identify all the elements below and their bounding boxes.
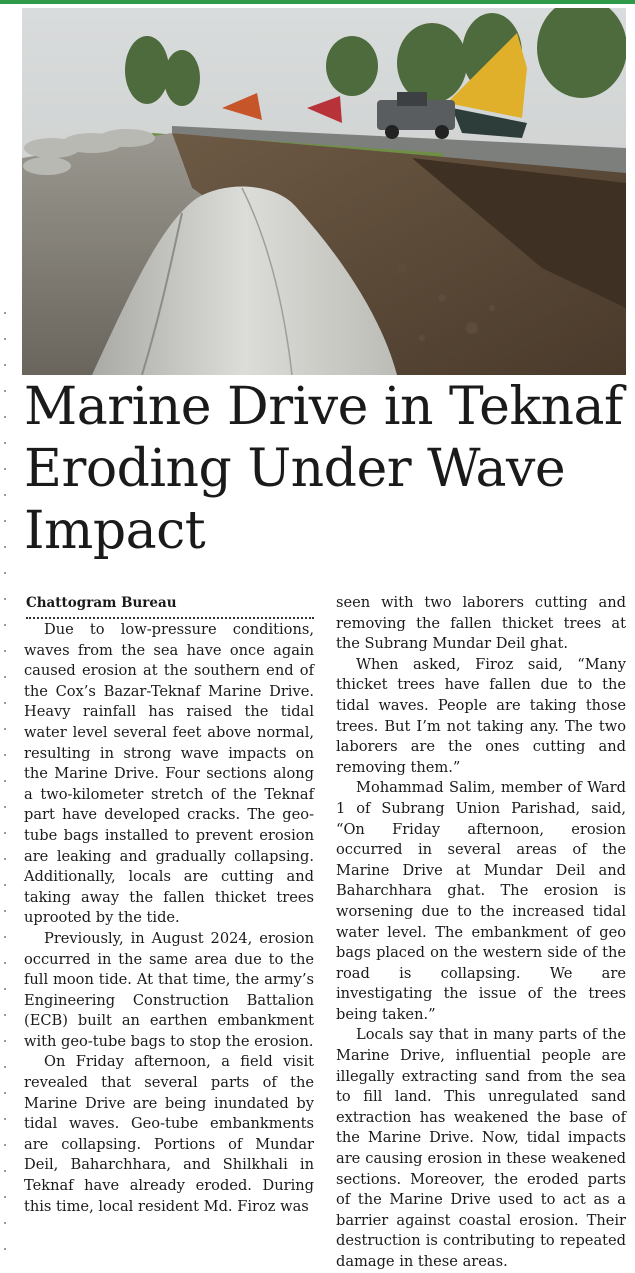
- headline: Marine Drive in Teknaf Eroding Under Wave Impact: [24, 377, 623, 561]
- paragraph: When asked, Firoz said, “Many thicket trees have fallen due to the tidal waves. People are taking those trees. But I’m not taking any. The two laborers are the ones cutting and removing them.”: [336, 655, 626, 776]
- top-accent-rule: [0, 0, 635, 4]
- fold-dots: [4, 300, 6, 1250]
- body-column-right: [336, 593, 626, 1273]
- paragraph: Mohammad Salim, member of Ward 1 of Subrang Union Parishad, said, “On Friday afternoon, erosion occurred in several areas of the Marine Drive at Mundar Deil and Baharchhara ghat. The erosion is worsening due to the increased tidal water level. The embankment of geo bags placed on the western side of the road is collapsing. We are investigating the issue of the trees being taken.”: [336, 779, 626, 1023]
- paragraph: On Friday afternoon, a field visit revealed that several parts of the Marine Drive are being inundated by tidal waves. Geo-tube embankments are collapsing. Portions of Mundar Deil, Baharchhara, and Shilkhali in Teknaf have already eroded. During this time, local resident Md. Firoz was: [24, 1053, 314, 1215]
- paragraph-continued: seen with two laborers cutting and removing the fallen thicket trees at the Subrang Mundar Deil ghat.: [336, 594, 626, 653]
- article-photo: [22, 8, 626, 375]
- paragraph: Due to low-pressure conditions, waves from the sea have once again caused erosion at the southern end of the Cox’s Bazar-Teknaf Marine Drive. Heavy rainfall has raised the tidal water level several feet above normal, resulting in strong wave impacts on the Marine Drive. Four sections along a two-kilometer stretch of the Teknaf part have developed cracks. The geo-tube bags installed to prevent erosion are leaking and gradually collapsing. Additionally, locals are cutting and taking away the fallen thicket trees uprooted by the tide.: [24, 621, 314, 927]
- paragraph: Locals say that in many parts of the Marine Drive, influential people are illegally extracting sand from the sea to fill land. This unregulated sand extraction has weakened the base of the Marine Drive. Now, tidal impacts are causing erosion in these weakened sections. Moreover, the eroded parts of the Marine Drive used to act as a barrier against coastal erosion. Their destruction is contributing to repeated damage in these areas.: [336, 1026, 626, 1270]
- byline: Chattogram Bureau: [26, 593, 314, 619]
- paragraph: Previously, in August 2024, erosion occurred in the same area due to the full moon tide. At that time, the army’s Engineering Construction Battalion (ECB) built an earthen embankment with geo-tube bags to stop the erosion.: [24, 929, 314, 1050]
- body-column-left: [24, 620, 314, 1217]
